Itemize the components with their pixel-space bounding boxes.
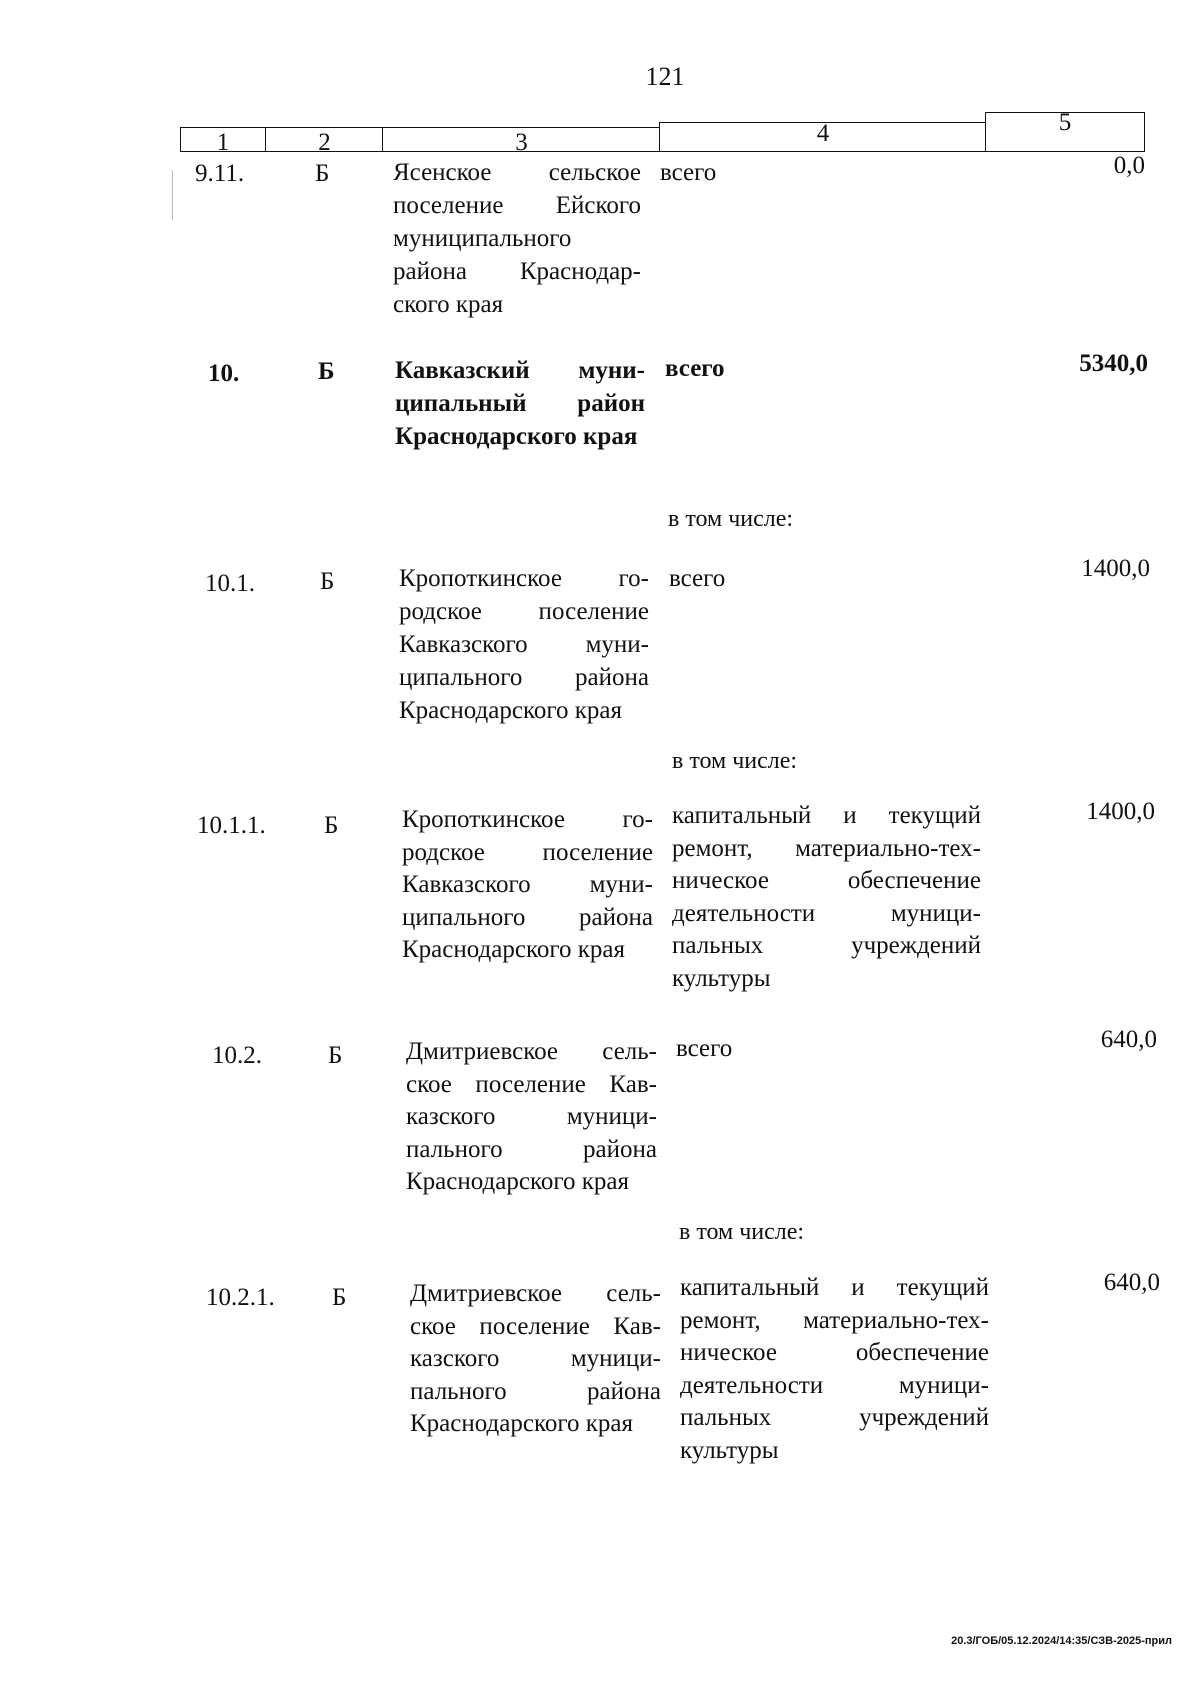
row-code: Б (324, 812, 339, 839)
document-reference-code: 20.3/ГОБ/05.12.2024/14:35/СЗВ-2025-прил (951, 1635, 1172, 1647)
row-name: Дмитриевское сель-ское поселение Кав-казского муници-пального района Краснодарского края (406, 1038, 657, 1195)
row-number: 9.11. (195, 160, 245, 187)
row-value: 640,0 (1103, 1269, 1160, 1296)
row-name: Кавказский муни-ципальный район Краснодарского края (395, 357, 645, 450)
row-number: 10.2. (212, 1042, 262, 1069)
subheading-including: в том числе: (668, 506, 794, 532)
row-description: капитальный и текущий ремонт, материально-тех-ническое обеспечение деятельности муници-пальных учреждений культуры (680, 1274, 989, 1464)
header-col-2: 2 (265, 127, 383, 152)
header-col-4: 4 (659, 122, 986, 152)
row-description: всего (660, 159, 717, 186)
row-number: 10.1. (205, 570, 255, 597)
header-col-3: 3 (382, 127, 660, 152)
row-name: Кропоткинское го-родское поселение Кавказского муни-ципального района Краснодарского края (402, 806, 653, 963)
row-code: Б (332, 1284, 347, 1311)
row-value: 640,0 (1100, 1026, 1157, 1053)
row-code: Б (320, 568, 335, 595)
row-name: Дмитриевское сель-ское поселение Кав-казского муници-пального района Краснодарского края (410, 1280, 661, 1437)
row-description: капитальный и текущий ремонт, материально-тех-ническое обеспечение деятельности муници-пальных учреждений культуры (672, 802, 981, 992)
page-number: 121 (645, 62, 685, 91)
scan-artifact (172, 170, 173, 220)
row-value: 1400,0 (1086, 798, 1155, 825)
row-code: Б (328, 1042, 343, 1069)
row-code: Б (315, 160, 330, 187)
header-col-5: 5 (985, 112, 1145, 152)
row-description: всего (676, 1035, 733, 1062)
table-header (180, 109, 1145, 156)
row-code: Б (318, 358, 335, 385)
header-col-1: 1 (180, 127, 265, 152)
row-value: 1400,0 (1081, 555, 1150, 582)
row-name: Кропоткинское го-родское поселение Кавказского муни-ципального района Краснодарского края (399, 565, 649, 724)
row-number: 10.1.1. (197, 812, 266, 839)
row-value: 5340,0 (1079, 350, 1148, 377)
row-description: всего (669, 565, 726, 592)
row-name: Ясенское сельское поселение Ейского муниципального района Краснодар-ского края (393, 159, 641, 318)
row-number: 10. (208, 360, 240, 387)
row-value: 0,0 (1113, 152, 1145, 179)
row-number: 10.2.1. (206, 1284, 275, 1311)
subheading-including: в том числе: (672, 748, 798, 774)
subheading-including: в том числе: (679, 1219, 805, 1245)
row-description: всего (665, 355, 725, 382)
